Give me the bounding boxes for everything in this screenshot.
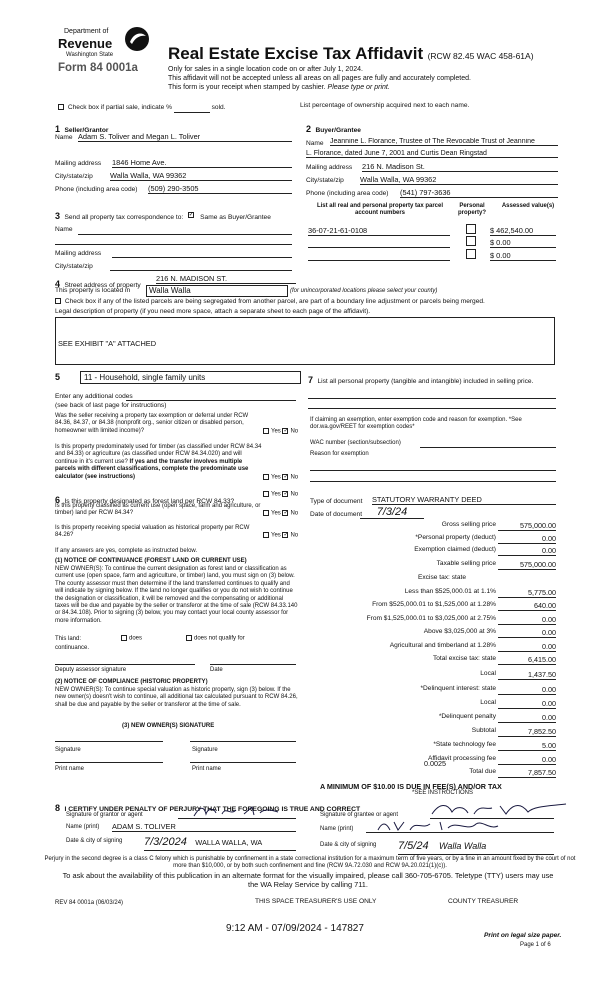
- section-1-number: 1: [55, 124, 61, 134]
- tax-row-value[interactable]: 0.00: [498, 755, 556, 765]
- tax-row: [310, 574, 556, 585]
- document-date-field[interactable]: 7/3/24: [360, 506, 424, 519]
- timber-question-answer: [263, 474, 298, 482]
- f2-no-checkbox[interactable]: ✓: [283, 510, 289, 516]
- tax-row-value[interactable]: 0.00: [498, 642, 556, 652]
- county-treasurer-label: COUNTY TREASURER: [448, 898, 519, 905]
- street-label: Street address of property: [64, 282, 141, 289]
- grantor-signature-field[interactable]: [178, 808, 296, 819]
- partial-sale-sold: sold.: [211, 104, 226, 111]
- tax-row-value[interactable]: 5.00: [498, 741, 556, 751]
- personal-property-text: List all personal property (tangible and intangible) included in selling price.: [317, 378, 534, 385]
- wac-label: WAC number (section/subsection): [310, 440, 401, 446]
- tax-row-value[interactable]: 0.00: [498, 685, 556, 695]
- grantor-date: 7/3/2024: [144, 836, 187, 848]
- page-number: Page 1 of 6: [520, 942, 551, 948]
- segregated-checkbox[interactable]: [55, 298, 61, 304]
- tax-row-value[interactable]: 1,437.50: [498, 670, 556, 680]
- dept-line2: Revenue: [58, 36, 113, 51]
- tax-row: [310, 741, 556, 752]
- dor-logo: [58, 22, 158, 82]
- personal-property-heading: [308, 370, 556, 388]
- new-owner-signature-line-1[interactable]: [55, 741, 163, 742]
- reason-label: Reason for exemption: [310, 451, 369, 457]
- corr-city-line[interactable]: [110, 270, 292, 271]
- does-checkbox[interactable]: [121, 635, 127, 641]
- seller-phone-field[interactable]: (509) 290-3505: [148, 184, 292, 194]
- document-type-label: Type of document: [310, 498, 363, 505]
- located-note: (for unincorporated locations please select your county): [290, 288, 438, 294]
- f2-no-label: No: [290, 510, 299, 517]
- perjury-notice: [40, 856, 580, 871]
- tax-row-label: Total due: [469, 768, 496, 775]
- corr-mail-label: Mailing address: [55, 250, 102, 257]
- tax-row-value[interactable]: 5,775.00: [498, 588, 556, 598]
- grantee-city: Walla Walla: [439, 841, 487, 851]
- this-land-label: This land:: [55, 636, 82, 642]
- document-date-label: Date of document: [310, 511, 363, 518]
- seller-city-label: City/state/zip: [55, 173, 93, 180]
- q1-yes-label: Yes: [271, 428, 281, 435]
- tax-row-label: Less than $525,000.01 at 1.1%: [404, 588, 496, 595]
- timber-question-text: Is this property predominately used for timber (as classified under RCW 84.34 and 84.33) or agriculture (as classified under RCW 84.34.020) and will continue in it's current use?: [55, 444, 262, 465]
- grantee-name-label: Name (print): [320, 826, 354, 832]
- does-label: does: [129, 635, 143, 642]
- exemption-question: Was the seller receiving a property tax exemption or deferral under RCW 84.36, 84.37, or 84.38 (nonprofit org., senior citizen or disabled person, homeowner with limited income)?: [55, 413, 249, 434]
- continuance-label: continuance.: [55, 645, 90, 651]
- parcel-number-2[interactable]: [308, 238, 450, 248]
- q2-yes-label: Yes: [271, 474, 281, 481]
- tax-row-label: Local: [480, 670, 496, 677]
- f3-yes-checkbox[interactable]: [263, 532, 269, 538]
- tax-row-label: Excise tax: state: [417, 574, 466, 581]
- tax-row-label: Above $3,025,000 at 3%: [423, 628, 496, 635]
- print-name-label-1: Print name: [55, 766, 85, 772]
- tax-row-label: *Delinquent interest: state: [420, 685, 496, 692]
- buyer-heading-text: Buyer/Grantee: [315, 127, 361, 134]
- minimum-due-note: A MINIMUM OF $10.00 IS DUE IN FEE(S) AND/OR TAX: [320, 782, 502, 791]
- tax-row-value[interactable]: 640.00: [498, 601, 556, 611]
- f1-yes-label: Yes: [271, 491, 281, 498]
- tax-row: [310, 534, 556, 545]
- tax-row: [310, 699, 556, 710]
- tax-row: [310, 588, 556, 599]
- buyer-heading: [306, 119, 361, 137]
- tax-row: [310, 628, 556, 639]
- tax-row: [310, 546, 556, 557]
- wac-line[interactable]: [420, 447, 556, 448]
- grantor-date-label: Date & city of signing: [66, 838, 123, 844]
- forest-note: If any answers are yes, complete as instructed below.: [55, 548, 198, 554]
- title-ref: (RCW 82.45 WAC 458-61A): [427, 51, 534, 61]
- grantee-signature-label: Signature of grantee or agent: [320, 812, 399, 818]
- tax-row: [310, 521, 556, 532]
- tax-row-label: Local: [480, 699, 496, 706]
- grantee-date: 7/5/24: [398, 840, 429, 852]
- signature-label-1: Signature: [55, 747, 81, 753]
- header-sub2: This affidavit will not be accepted unless all areas on all pages are fully and accurately completed.: [168, 75, 471, 82]
- tax-row-label: *Delinquent penalty: [438, 713, 496, 720]
- see-instructions: *SEE INSTRUCTIONS: [412, 790, 474, 796]
- same-as-buyer-label: Same as Buyer/Grantee: [200, 214, 271, 221]
- does-not-option: [186, 635, 245, 643]
- tax-row-value[interactable]: 0.00: [498, 713, 556, 723]
- parcel-number-3[interactable]: [308, 251, 450, 261]
- notice1-title: (1) NOTICE OF CONTINUANCE (FOREST LAND OR CURRENT USE): [55, 558, 247, 564]
- partial-sale-label: Check box if partial sale, indicate %: [67, 104, 172, 111]
- partial-sale-row: [58, 104, 226, 113]
- segregated-row: [55, 298, 485, 306]
- seller-phone-label: Phone (including area code): [55, 186, 138, 193]
- tax-row-label: Taxable selling price: [436, 560, 496, 567]
- seller-heading-text: Seller/Grantor: [64, 127, 109, 134]
- land-use-select[interactable]: 11 - Household, single family units: [80, 371, 301, 384]
- buyer-city-label: City/state/zip: [306, 177, 344, 184]
- tax-row: [310, 670, 556, 681]
- personal-property-line-2[interactable]: [308, 408, 556, 409]
- grantor-name-field[interactable]: ADAM S. TOLIVER: [112, 822, 296, 832]
- buyer-name-label: Name: [306, 140, 324, 147]
- partial-sale-checkbox[interactable]: [58, 104, 64, 110]
- additional-codes-line[interactable]: [126, 400, 296, 401]
- f2-yes-label: Yes: [271, 510, 281, 517]
- reason-line-1[interactable]: [310, 470, 556, 471]
- grantor-signature-label: Signature of grantor or agent: [66, 812, 143, 818]
- tax-row: [310, 768, 556, 779]
- header-sub1: Only for sales in a single location code on or after July 1, 2024.: [168, 66, 363, 73]
- deputy-date-label: Date: [210, 667, 223, 673]
- deputy-date-line[interactable]: [210, 664, 296, 665]
- perjury-text: Perjury in the second degree is a class C felony which is punishable by confinement in a state correctional institution for a maximum term of five years, or by a fine in an amount fixed by the court of not more than $10,000, or by both such confinement and fine (RCW 9A.72.030 and RCW 9A.20.021(1)(c)).: [44, 856, 576, 870]
- f1-yes-checkbox[interactable]: [263, 491, 269, 497]
- treasurer-use-label: THIS SPACE TREASURER'S USE ONLY: [255, 898, 377, 905]
- corr-name-line[interactable]: [78, 234, 292, 235]
- notice2-body: NEW OWNER(S): To continue special valuation as historic property, sign (3) below. If the new owner(s) doesn't wish to continue, all additional tax calculated pursuant to RCW 84.26, shall be due and payable by the seller or transferor at the time of sale.: [55, 687, 298, 708]
- tax-row-value[interactable]: 0.00: [498, 699, 556, 709]
- tax-row-value[interactable]: 6,415.00: [498, 655, 556, 665]
- title-text: Real Estate Excise Tax Affidavit: [168, 44, 424, 63]
- tax-row-value[interactable]: 575,000.00: [498, 521, 556, 531]
- section-6-number: 6: [55, 495, 61, 505]
- grantee-date-label: Date & city of signing: [320, 842, 377, 848]
- print-name-label-2: Print name: [192, 766, 222, 772]
- recording-stamp: 9:12 AM - 07/09/2024 - 147827: [226, 923, 364, 934]
- signature-label-2: Signature: [192, 747, 218, 753]
- parcel-personal-checkbox-3[interactable]: [466, 249, 476, 259]
- section-7-number: 7: [308, 375, 314, 385]
- tax-row-value[interactable]: 7,857.50: [498, 768, 556, 778]
- corr-name-line-2[interactable]: [55, 244, 292, 245]
- new-owner-print-line-2[interactable]: [190, 762, 296, 763]
- grantee-date-city-field[interactable]: [398, 836, 554, 855]
- form-number: Form 84 0001a: [58, 62, 138, 74]
- section-5-number: 5: [55, 372, 61, 382]
- street-field[interactable]: 216 N. MADISON ST.: [156, 274, 296, 284]
- parcel-col-numbers: List all real and personal property tax parcel account numbers: [316, 203, 444, 217]
- parcel-personal-checkbox-2[interactable]: [466, 236, 476, 246]
- tax-row: [310, 727, 556, 738]
- located-label: This property is located in: [55, 287, 131, 294]
- header-sub3-text: This form is your receipt when stamped by cashier.: [168, 84, 326, 91]
- legal-description-text: SEE EXHIBIT "A" ATTACHED: [58, 339, 157, 348]
- parcel-value-2[interactable]: $ 0.00: [490, 238, 556, 248]
- tax-row-value[interactable]: 0.00: [498, 546, 556, 556]
- tax-row-label: *State technology fee: [433, 741, 496, 748]
- ada-notice: To ask about the availability of this publication in an alternate format for the visually impaired, please call 360-705-6705. Teletype (TTY) users may use the WA Relay Service by calling 711.: [62, 871, 554, 889]
- grantor-name-label: Name (print): [66, 824, 100, 830]
- tax-row: [310, 642, 556, 653]
- parcel-col-assessed: Assessed value(s): [501, 203, 555, 209]
- buyer-mail-field[interactable]: 216 N. Madison St.: [362, 162, 558, 172]
- seller-mail-label: Mailing address: [55, 160, 102, 167]
- grantor-date-city-field[interactable]: [144, 832, 296, 851]
- tax-row-value[interactable]: 575,000.00: [498, 560, 556, 570]
- section-4-number: 4: [55, 279, 61, 289]
- seller-mail-field[interactable]: 1846 Home Ave.: [112, 158, 292, 168]
- forest-q1-text: Is this property designated as forest land per RCW 84.33?: [64, 498, 235, 505]
- buyer-name-field-2[interactable]: L. Florance, dated June 7, 2001 and Curtis Dean Ringstad: [306, 150, 558, 158]
- timber-question: [55, 444, 263, 481]
- notice1-body: NEW OWNER(S): To continue the current designation as forest land or classification as current use (open space, farm and agriculture, or timber) land, you must sign on (3) below. The county assessor must then determine if the land transferred continues to qualify and will indicate by signing below. If the land no longer qualifies or you do not wish to continue the designation or classification, it will be removed and the compensating or additional taxes will be due and payable by the seller or transferor at the time of sale (RCW 84.33.140 or 84.34.108). Prior to signing (3) below, you may contact your local county assessor for more information.: [55, 566, 298, 624]
- tax-row: [310, 601, 556, 612]
- does-not-label: does not qualify for: [194, 635, 245, 642]
- notice3-title: (3) NEW OWNER(S) SIGNATURE: [122, 723, 215, 729]
- section-8-number: 8: [55, 803, 61, 813]
- forest-q3-text: Is this property receiving special valuation as historical property per RCW 84.26?: [55, 525, 250, 539]
- tax-row-value[interactable]: 0.00: [498, 628, 556, 638]
- correspondence-heading: [55, 206, 271, 224]
- parcel-number-1[interactable]: 36-07-21-61-0108: [308, 226, 450, 236]
- tax-row: [310, 655, 556, 666]
- q1-no-checkbox[interactable]: ✓: [283, 428, 289, 434]
- does-option: [121, 635, 142, 643]
- tax-row-label: Gross selling price: [441, 521, 496, 528]
- timber-question-bold: If yes and the transfer involves multiple parcels with different classifications, complete the predominate use calculator (see instructions): [55, 458, 249, 480]
- forest-q3-answer: [263, 532, 298, 540]
- dor-swoosh-icon: [124, 26, 150, 52]
- section-2-number: 2: [306, 124, 312, 134]
- tax-row-label: From $525,000.01 to $1,525,000 at 1.28%: [372, 601, 496, 608]
- f3-no-label: No: [290, 532, 299, 539]
- f1-no-checkbox[interactable]: ✓: [283, 491, 289, 497]
- legal-paper-note: Print on legal size paper.: [484, 932, 562, 939]
- buyer-mail-label: Mailing address: [306, 164, 353, 171]
- tax-row-label: Subtotal: [471, 727, 496, 734]
- grantee-signature-image: [430, 800, 570, 818]
- header-sub3: [168, 84, 390, 91]
- reason-line-2[interactable]: [310, 481, 556, 482]
- exemption-question-answer: [263, 428, 298, 436]
- f2-yes-checkbox[interactable]: [263, 510, 269, 516]
- tax-row-label: Affidavit processing fee: [427, 755, 496, 762]
- tax-row-label: *Personal property (deduct): [415, 534, 496, 541]
- segregated-label: Check box if any of the listed parcels are being segregated from another parcel, are part of a boundary line adjustment or parcels being merged.: [64, 298, 485, 305]
- page-title: [168, 44, 534, 64]
- grantee-name-handwriting: [376, 818, 536, 834]
- document-type-field[interactable]: STATUTORY WARRANTY DEED: [372, 495, 556, 505]
- tax-row-value[interactable]: 0.00: [498, 534, 556, 544]
- buyer-phone-field[interactable]: (541) 797-3636: [400, 188, 558, 198]
- buyer-name-field-1[interactable]: Jeannine L. Florance, Trustee of The Revocable Trust of Jeannine: [330, 138, 558, 146]
- q2-no-label: No: [290, 474, 299, 481]
- seller-name-field[interactable]: Adam S. Toliver and Megan L. Toliver: [78, 132, 292, 142]
- corr-city-label: City/state/zip: [55, 263, 93, 270]
- q1-yes-checkbox[interactable]: [263, 428, 269, 434]
- q2-no-checkbox[interactable]: ✓: [283, 474, 289, 480]
- parcel-col-personal: Personal property?: [457, 203, 486, 217]
- deputy-signature-label: Deputy assessor signature: [55, 667, 127, 673]
- q1-no-label: No: [290, 428, 299, 435]
- tax-row: [310, 713, 556, 724]
- header-sub3b-text: Please type or print.: [327, 84, 390, 91]
- same-as-buyer-checkbox[interactable]: ✓: [188, 211, 194, 218]
- buyer-phone-label: Phone (including area code): [306, 190, 389, 197]
- section-3-number: 3: [55, 211, 61, 221]
- notice2-title: (2) NOTICE OF COMPLIANCE (HISTORIC PROPERTY): [55, 679, 208, 685]
- parcel-value-1[interactable]: $ 462,540.00: [490, 226, 556, 236]
- dept-line1: Department of: [64, 28, 109, 35]
- tax-row-value[interactable]: 0.00: [498, 615, 556, 625]
- tax-row-label: Agricultural and timberland at 1.28%: [389, 642, 496, 649]
- tax-row-value[interactable]: 7,852.50: [498, 727, 556, 737]
- certify-heading-text: I CERTIFY UNDER PENALTY OF PERJURY THAT THE FOREGOING IS TRUE AND CORRECT: [64, 806, 361, 813]
- dept-line3: Washington State: [66, 52, 114, 58]
- tax-row: [310, 615, 556, 626]
- forest-q2-text: Is this property classified as current use (open space, farm and agriculture, or timber) land per RCW 84.34?: [55, 503, 261, 517]
- tax-row-label: Total excise tax: state: [432, 655, 496, 662]
- tax-row-label: From $1,525,000.01 to $3,025,000 at 2.75%: [366, 615, 496, 622]
- q2-yes-checkbox[interactable]: [263, 474, 269, 480]
- tax-row: [310, 560, 556, 571]
- grantor-city: WALLA WALLA, WA: [195, 838, 263, 847]
- buyer-city-field[interactable]: Walla Walla, WA 99362: [360, 175, 558, 185]
- additional-codes-note: (see back of last page for instructions): [55, 402, 167, 409]
- ownership-note: List percentage of ownership acquired next to each name.: [300, 102, 470, 109]
- f3-no-checkbox[interactable]: ✓: [283, 532, 289, 538]
- forest-q1-answer: [263, 491, 298, 499]
- corr-name-label: Name: [55, 226, 73, 233]
- new-owner-print-line-1[interactable]: [55, 762, 163, 763]
- grantor-signature-image: [192, 804, 282, 818]
- forest-q2-answer: [263, 510, 298, 518]
- local-rate: 0.0025: [424, 759, 446, 768]
- parcel-personal-checkbox-1[interactable]: [466, 224, 476, 234]
- seller-city-field[interactable]: Walla Walla, WA 99362: [110, 171, 292, 181]
- deputy-signature-line[interactable]: [55, 664, 195, 665]
- tax-row: [310, 685, 556, 696]
- correspondence-heading-text: Send all property tax correspondence to:: [64, 214, 184, 221]
- does-not-checkbox[interactable]: [186, 635, 192, 641]
- exemption-claim-text: If claiming an exemption, enter exemption code and reason for exemption. *See dor.wa.gov/REET for exemption codes*: [310, 417, 522, 431]
- tax-row-label: Exemption claimed (deduct): [414, 546, 496, 553]
- grantee-name-field[interactable]: [366, 822, 554, 833]
- rev-number: REV 84 0001a (06/03/24): [55, 900, 124, 906]
- parcel-value-3[interactable]: $ 0.00: [490, 251, 556, 261]
- seller-name-label: Name: [55, 134, 73, 141]
- corr-mail-line[interactable]: [112, 257, 292, 258]
- additional-codes-label: Enter any additional codes: [55, 393, 133, 400]
- f3-yes-label: Yes: [271, 532, 281, 539]
- personal-property-line-1[interactable]: [308, 398, 556, 399]
- legal-description-label: Legal description of property (if you need more space, attach a separate sheet to each page of the affidavit).: [55, 308, 371, 315]
- located-select[interactable]: Walla Walla: [146, 285, 288, 297]
- f1-no-label: No: [290, 491, 299, 498]
- legal-description-box[interactable]: [55, 317, 555, 365]
- new-owner-signature-line-2[interactable]: [190, 741, 296, 742]
- partial-sale-percent[interactable]: [174, 104, 210, 113]
